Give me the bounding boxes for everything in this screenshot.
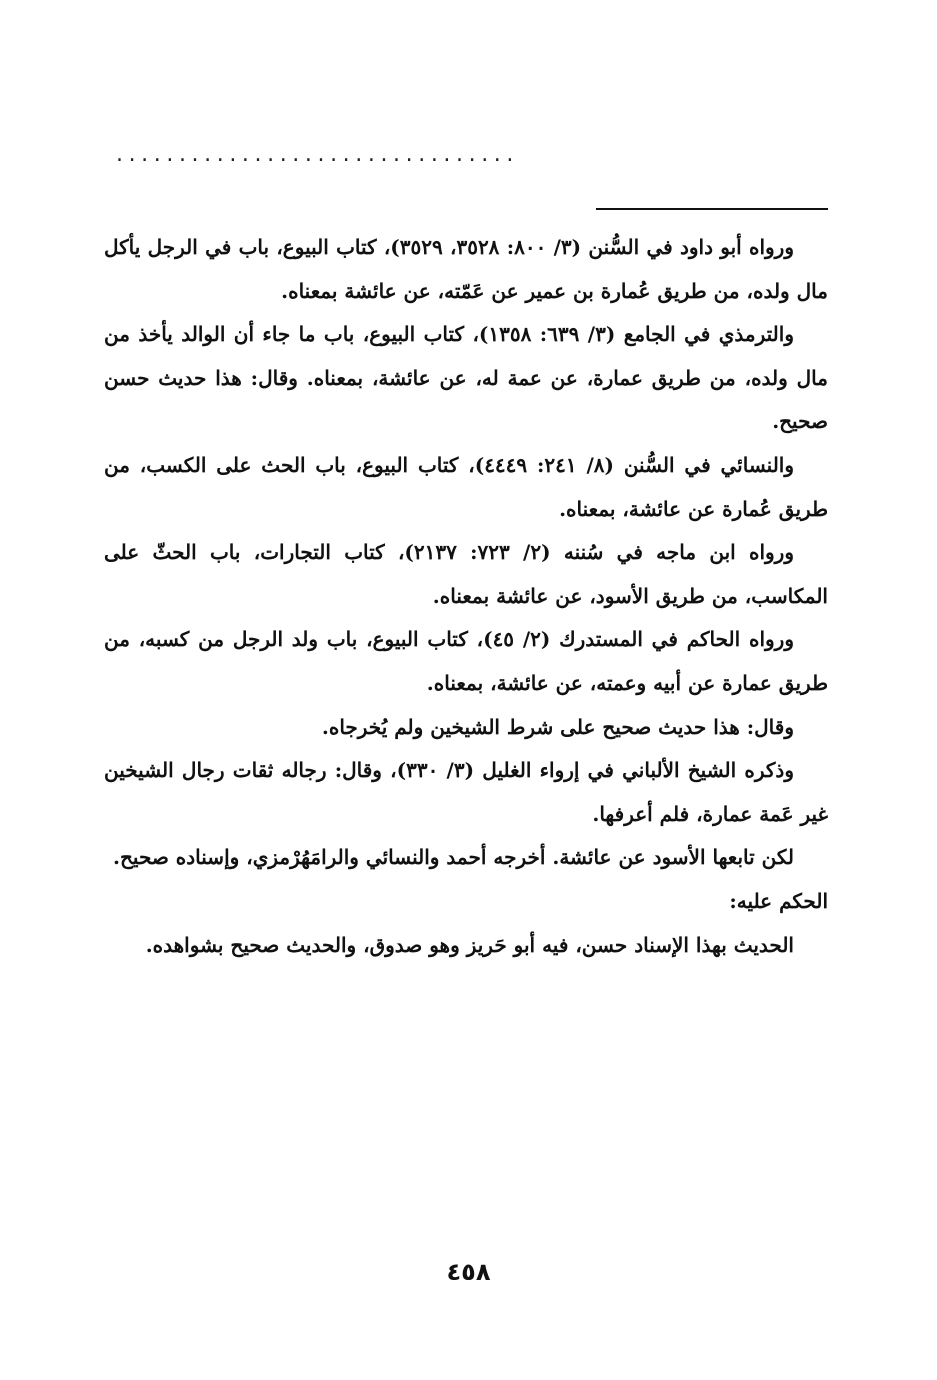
paragraph-hakim: ورواه الحاكم في المستدرك (٢/ ٤٥)، كتاب البيوع، باب ولد الرجل من كسبه، من طريق عمارة عن أبيه وعمته، عن عائشة، بمعناه. <box>104 627 828 695</box>
footnote-body <box>104 226 828 967</box>
footnote-rule <box>596 208 828 210</box>
paragraph-tirmidhi: والترمذي في الجامع (٣/ ٦٣٩: ١٣٥٨)، كتاب البيوع، باب ما جاء أن الوالد يأخذ من مال ولده، من طريق عمارة، عن عمة له، عن عائشة، بمعناه. وقال: هذا حديث حسن صحيح. <box>104 322 828 434</box>
ruling-heading: الحكم عليه: <box>729 888 828 913</box>
dotted-separator: ................................ <box>116 142 519 167</box>
paragraph-albani: وذكره الشيخ الألباني في إرواء الغليل (٣/ ٣٣٠)، وقال: رجاله ثقات رجال الشيخين غير عَمة عمارة، فلم أعرفها. <box>104 758 828 826</box>
paragraph-ibn-majah: ورواه ابن ماجه في سُننه (٢/ ٧٢٣: ٢١٣٧)، كتاب التجارات، باب الحثّ على المكاسب، من طريق الأسود، عن عائشة بمعناه. <box>104 540 828 608</box>
paragraph-corroboration: لكن تابعها الأسود عن عائشة. أخرجه أحمد والنسائي والرامَهُرْمزي، وإسناده صحيح. <box>113 845 794 870</box>
page-number: ٤٥٨ <box>446 1258 491 1286</box>
paragraph-hakim-comment: وقال: هذا حديث صحيح على شرط الشيخين ولم يُخرجاه. <box>321 714 794 739</box>
ruling-text: الحديث بهذا الإسناد حسن، فيه أبو حَريز وهو صدوق، والحديث صحيح بشواهده. <box>145 932 794 957</box>
paragraph-abu-dawud: ورواه أبو داود في السُّنن (٣/ ٨٠٠: ٣٥٢٨، ٣٥٢٩)، كتاب البيوع، باب في الرجل يأكل مال ولده، من طريق عُمارة بن عمير عن عَمّته، عن عائشة بمعناه. <box>104 235 828 303</box>
paragraph-nasai: والنسائي في السُّنن (٨/ ٢٤١: ٤٤٤٩)، كتاب البيوع، باب الحث على الكسب، من طريق عُمارة عن عائشة، بمعناه. <box>104 452 828 521</box>
